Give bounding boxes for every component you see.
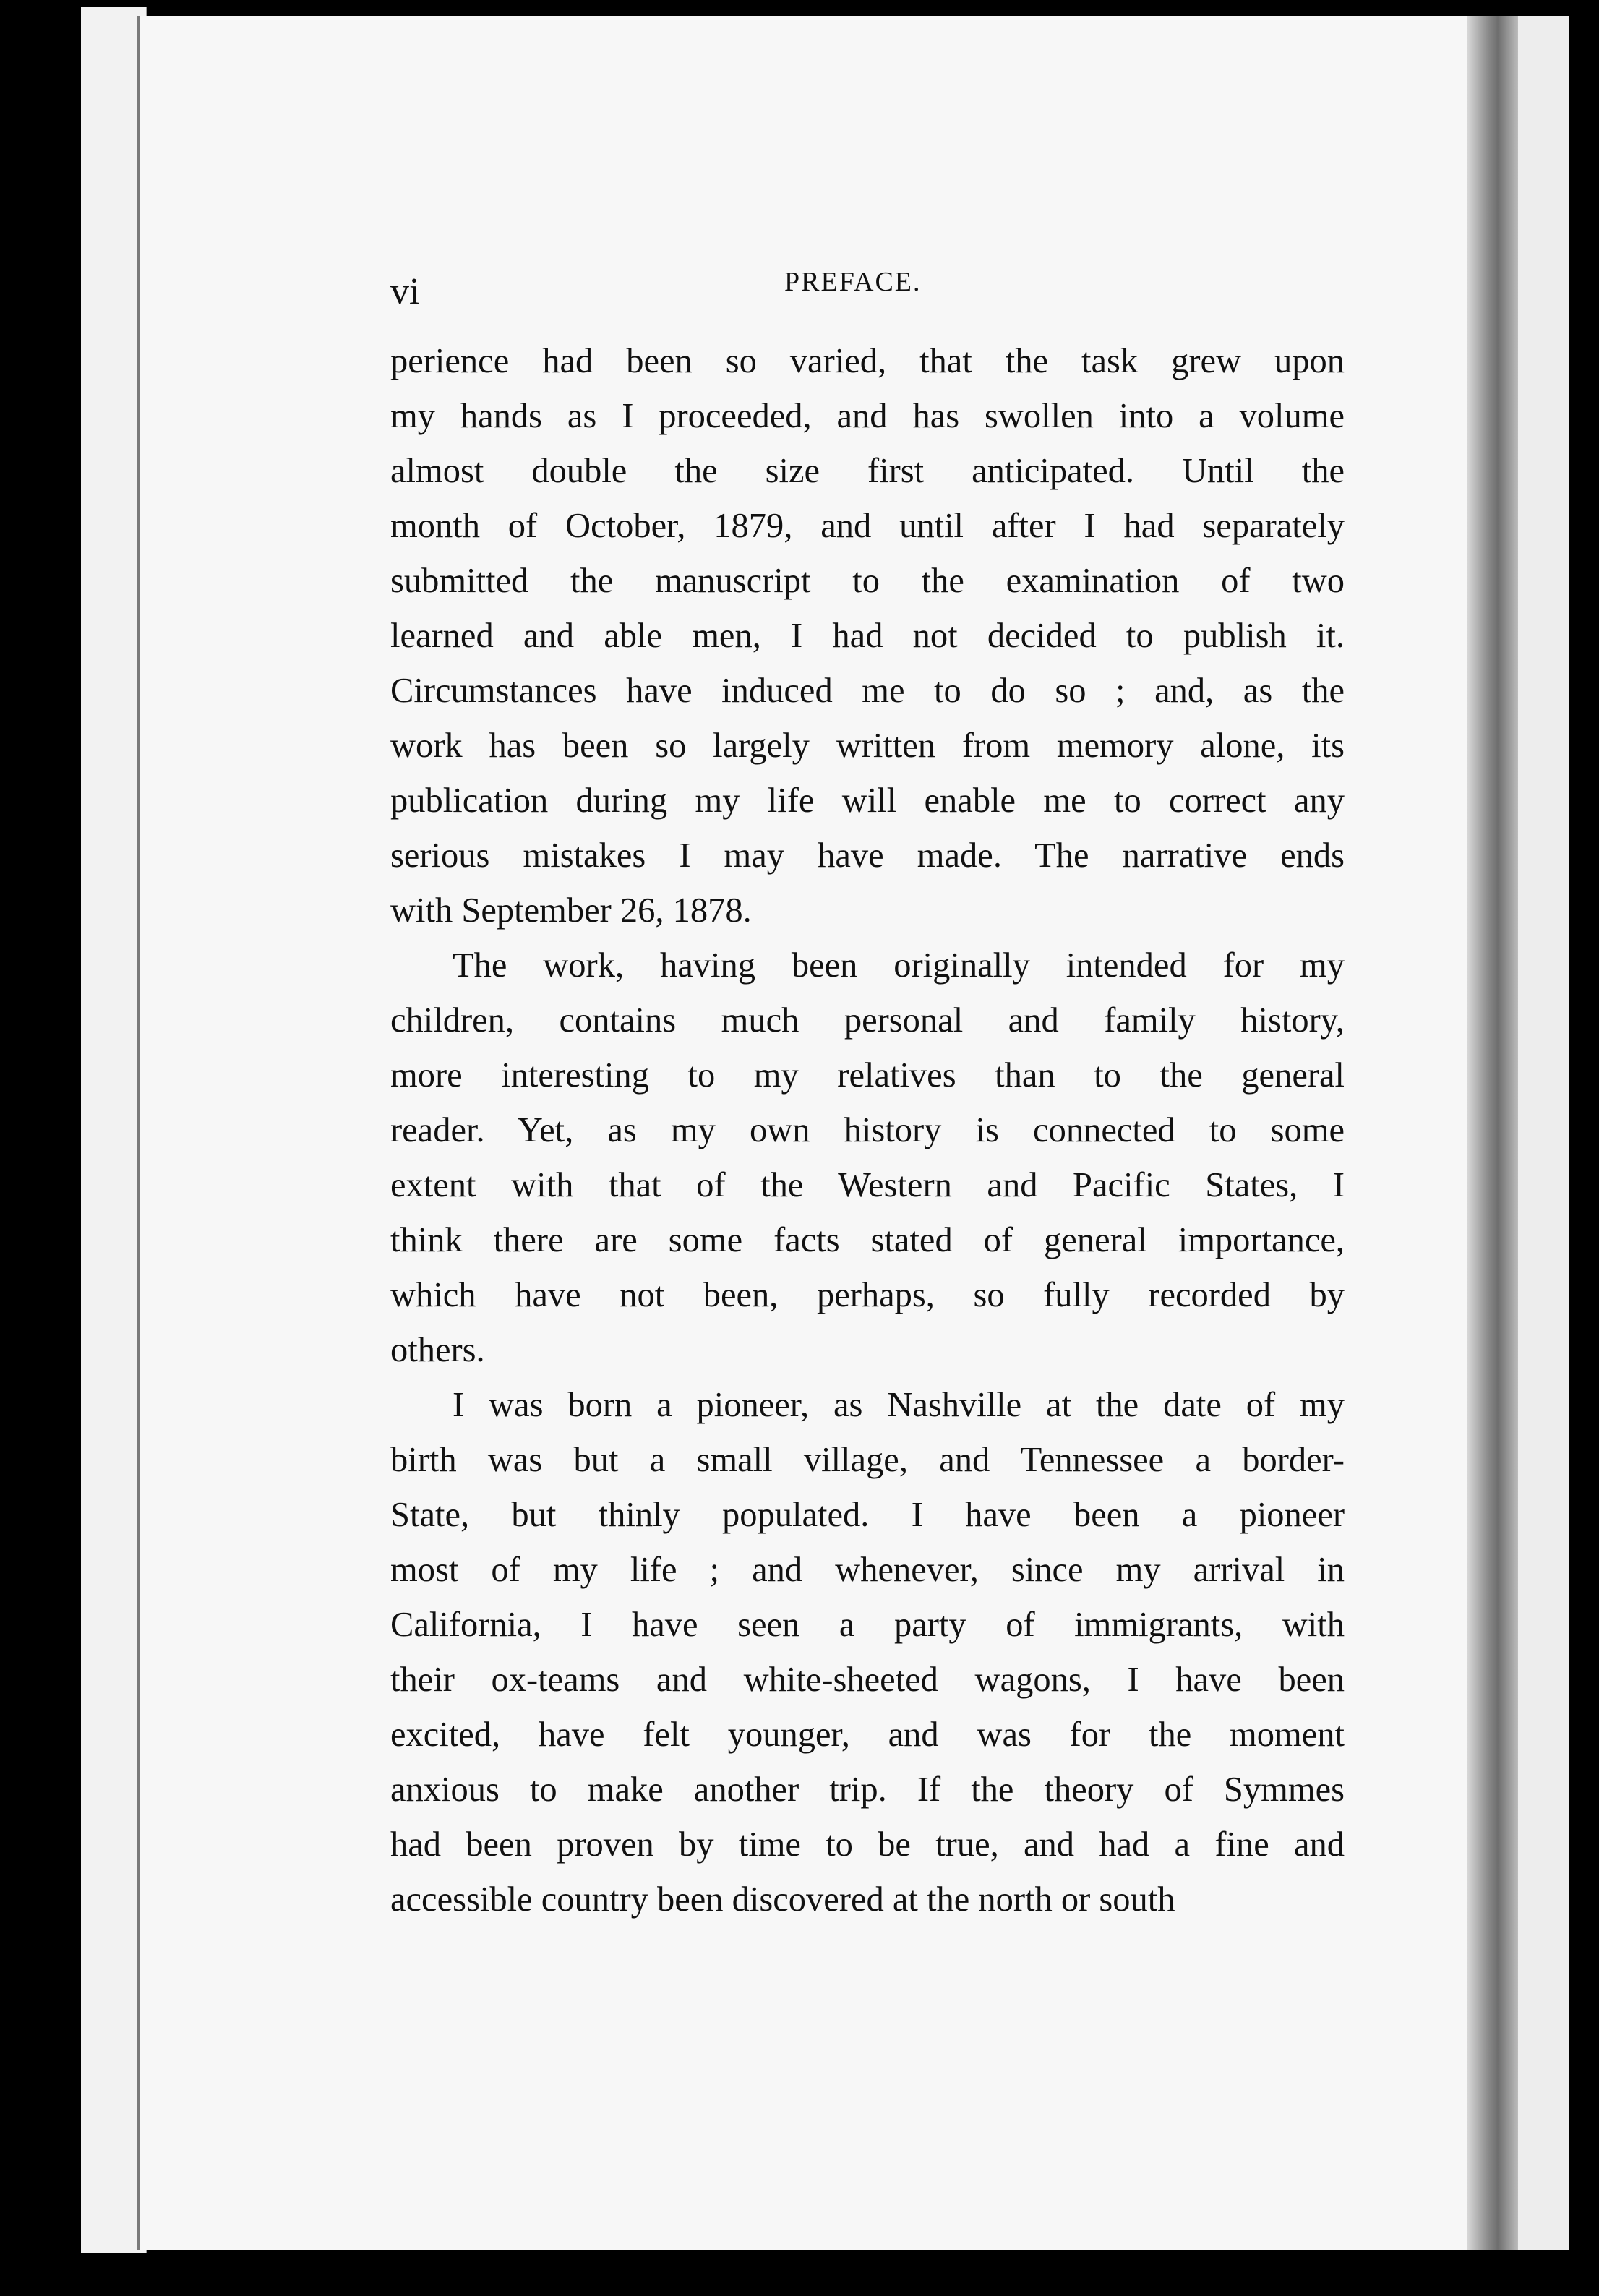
text-line: Circumstances have induced me to do so ; and, as the bbox=[390, 672, 1345, 710]
paragraph bbox=[390, 1378, 1345, 1927]
page-number: vi bbox=[390, 271, 420, 312]
text-line: excited, have felt younger, and was for the moment bbox=[390, 1715, 1345, 1754]
page-edge bbox=[95, 7, 113, 2253]
text-line: almost double the size first anticipated. Until the bbox=[390, 452, 1345, 490]
text-line: perience had been so varied, that the task grew upon bbox=[390, 342, 1345, 380]
text-line: serious mistakes I may have made. The narrative ends bbox=[390, 836, 1345, 875]
text-line: The work, having been originally intended for my bbox=[453, 946, 1345, 985]
text-line: California, I have seen a party of immigrants, with bbox=[390, 1606, 1345, 1644]
text-line: more interesting to my relatives than to the general bbox=[390, 1056, 1345, 1095]
text-line: children, contains much personal and family history, bbox=[390, 1001, 1345, 1040]
text-line: anxious to make another trip. If the theory of Symmes bbox=[390, 1770, 1345, 1809]
text-line: learned and able men, I had not decided to publish it. bbox=[390, 617, 1345, 655]
paragraph bbox=[390, 334, 1345, 938]
text-line: work has been so largely written from memory alone, its bbox=[390, 727, 1345, 765]
text-line: submitted the manuscript to the examination of two bbox=[390, 562, 1345, 600]
text-line: birth was but a small village, and Tennessee a border- bbox=[390, 1441, 1345, 1479]
text-line: State, but thinly populated. I have been a pioneer bbox=[390, 1496, 1345, 1534]
text-line: reader. Yet, as my own history is connected to some bbox=[390, 1111, 1345, 1149]
text-line: most of my life ; and whenever, since my arrival in bbox=[390, 1551, 1345, 1589]
book-gutter bbox=[1467, 16, 1518, 2250]
text-line: others. bbox=[390, 1331, 485, 1369]
running-head bbox=[390, 260, 1345, 312]
text-line: month of October, 1879, and until after I had separately bbox=[390, 507, 1345, 545]
paragraph bbox=[390, 938, 1345, 1378]
text-line: which have not been, perhaps, so fully recorded by bbox=[390, 1276, 1345, 1314]
text-line: my hands as I proceeded, and has swollen into a volume bbox=[390, 397, 1345, 435]
text-line: I was born a pioneer, as Nashville at the date of my bbox=[453, 1386, 1345, 1424]
body-text bbox=[390, 334, 1345, 1927]
facing-page-edge bbox=[1518, 16, 1569, 2250]
text-line: had been proven by time to be true, and had a fine and bbox=[390, 1825, 1345, 1864]
page-edge bbox=[81, 7, 97, 2253]
text-line: think there are some facts stated of general importance, bbox=[390, 1221, 1345, 1259]
text-line: with September 26, 1878. bbox=[390, 891, 752, 930]
running-head-title: PREFACE. bbox=[784, 267, 922, 297]
text-line: extent with that of the Western and Pacific States, I bbox=[390, 1166, 1345, 1204]
page-edge bbox=[111, 7, 129, 2253]
text-line: accessible country been discovered at the north or south bbox=[390, 1880, 1175, 1919]
text-line: publication during my life will enable me to correct any bbox=[390, 781, 1345, 820]
text-line: their ox-teams and white-sheeted wagons, I have been bbox=[390, 1661, 1345, 1699]
